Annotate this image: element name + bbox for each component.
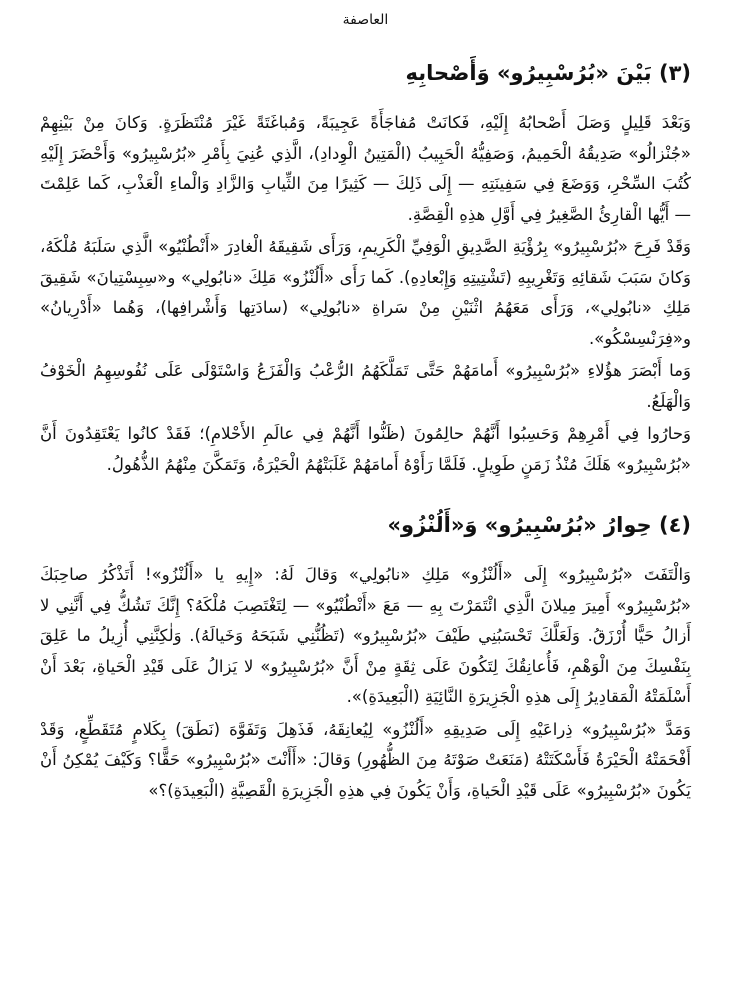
paragraph: وَحارُوا فِي أَمْرِهِمْ وَحَسِبُوا أَنَّهُمْ حالِمُونَ (ظَنُّوا أَنَّهُمْ فِي عالَمِ الأَحْلامِ)؛ فَقَدْ كانُوا يَعْتَقِدُونَ أَنَّ «بُرُسْبِيرُو» هَلَكَ مُنْذُ زَمَنٍ طَوِيلٍ. فَلَمَّا رَأَوْهُ أَمامَهُمْ غَلَبَتْهُمُ الْحَيْرَةُ، وَتَمَكَّنَ مِنْهُمُ الذُّهُولُ.	[40, 424, 691, 474]
paragraph: وَما أَبْصَرَ هؤُلاءِ «بُرُسْبِيرُو» أَمامَهُمْ حَتَّى تَمَلَّكَهُمُ الرُّعْبُ وَالْفَزَعُ وَاسْتَوْلَى عَلَى نُفُوسِهِمُ الْخَوْفُ وَالْهَلَعُ.	[40, 361, 691, 411]
section-heading-3: (٣) بَيْنَ «بُرُسْبِيرُو» وَأَصْحابِهِ	[405, 61, 691, 85]
paragraph: وَبَعْدَ قَلِيلٍ وَصَلَ أَصْحابُهُ إِلَيْهِ، فَكانَتْ مُفاجَأَةً عَجِيبَةً، وَمُباغَتَةً غَيْرَ مُنْتَظَرَةٍ. وَكانَ مِنْ بَيْنِهِمْ «جُنْزالُو» صَدِيقُهُ الْحَمِيمُ، وَصَفِيُّهُ الْحَبِيبُ (الْمَتِينُ الْوِدادِ)، الَّذِي عُنِيَ بِأَمْرِ «بُرُسْبِيرُو» وَأَحْضَرَ إِلَيْهِ كُتُبَ السِّحْرِ، وَوَضَعَ فِي سَفِينَتِهِ — إِلَى ذَلِكَ — كَثِيرًا مِنَ الثِّيابِ وَالزَّادِ وَالْماءِ الْعَذْبِ، كَما عَلِمْتَ — أَيُّها الْقارِئُ الصَّغِيرُ فِي أَوَّلِ هذِهِ الْقِصَّةِ.	[40, 113, 691, 224]
paragraph: وَقَدْ فَرِحَ «بُرُسْبِيرُو» بِرُؤْيَةِ الصَّدِيقِ الْوَفِيِّ الْكَرِيمِ، وَرَأَى شَقِيقَهُ الْغادِرَ «أَنْطُنْيُو» الَّذِي سَلَبَهُ مُلْكَهُ، وَكانَ سَبَبَ شَقائِهِ وَتَغْرِيبِهِ (تَشْتِيتِهِ وَإِبْعادِهِ). كَما رَأَى «أَلُنْزُو» مَلِكَ «نابُولِي» و«سِبِسْتِيانَ» شَقِيقَ مَلِكِ «نابُولِي»، وَرَأَى مَعَهُمُ اثْنَيْنِ مِنْ سَراةِ «نابُولِي» (سادَتِها وَأَشْرافِها)، وَهُما «أَدْرِيانُ» و«فِرَنْسِسْكُو».	[40, 237, 691, 348]
paragraph: وَمَدَّ «بُرُسْبِيرُو» ذِراعَيْهِ إِلَى صَدِيقِهِ «أَلُنْزُو» لِيُعانِقَهُ، فَذَهِلَ وَتَفَوَّهَ (نَطَقَ) بِكَلامٍ مُتَقَطِّعٍ، وَقَدْ أَفْحَمَتْهُ الْحَيْرَةُ فَأَسْكَتَتْهُ (مَنَعَتْ صَوْتَهُ مِنَ الظُّهُورِ) وَقالَ: «أَأَنْتَ «بُرُسْبِيرُو» حَقًّا؟ وَكَيْفَ يُمْكِنُ أَنْ يَكُونَ «بُرُسْبِيرُو» عَلَى قَيْدِ الْحَياةِ، وَأَنْ يَكُونَ فِي هذِهِ الْجَزِيرَةِ الْقَصِيَّةِ (الْبَعِيدَةِ)؟»	[40, 719, 691, 800]
running-head: العاصفة	[342, 12, 389, 28]
paragraph: وَالْتَفَتَ «بُرُسْبِيرُو» إِلَى «أَلُنْزُو» مَلِكِ «نابُولِي» وَقالَ لَهُ: «إِيهِ يا «أَلُنْزُو»! أَتَذْكُرُ صاحِبَكَ «بُرُسْبِيرُو» أَمِيرَ مِيلانَ الَّذِي ائْتَمَرْتَ بِهِ — مَعَ «أَنْطُنْيُو» — لِتَغْتَصِبَ مُلْكَهُ؟ إِنَّكَ تَشُكُّ فِي أَنَّنِي لا أَزالُ حَيًّا أُرْزَقُ. وَلَعَلَّكَ تَحْسَبُنِي طَيْفَ «بُرُسْبِيرُو» (تَظُنُّنِي شَبَحَهُ وَخَيالَهُ). وَلٰكِنَّنِي أُزِيلُ ما عَلِقَ بِنَفْسِكَ مِنَ الْوَهْمِ، فَأُعانِقُكَ لِتَكُونَ عَلَى ثِقَةٍ مِنْ أَنَّ «بُرُسْبِيرُو» لا يَزالُ عَلَى قَيْدِ الْحَياةِ، بَعْدَ أَنْ أَسْلَمَتْهُ الْمَقادِيرُ إِلَى هذِهِ الْجَزِيرَةِ النَّائِيَةِ (الْبَعِيدَةِ)».	[40, 565, 691, 706]
section-heading-4: (٤) حِوارُ «بُرُسْبِيرُو» وَ«أَلُنْزُو»	[387, 513, 691, 537]
